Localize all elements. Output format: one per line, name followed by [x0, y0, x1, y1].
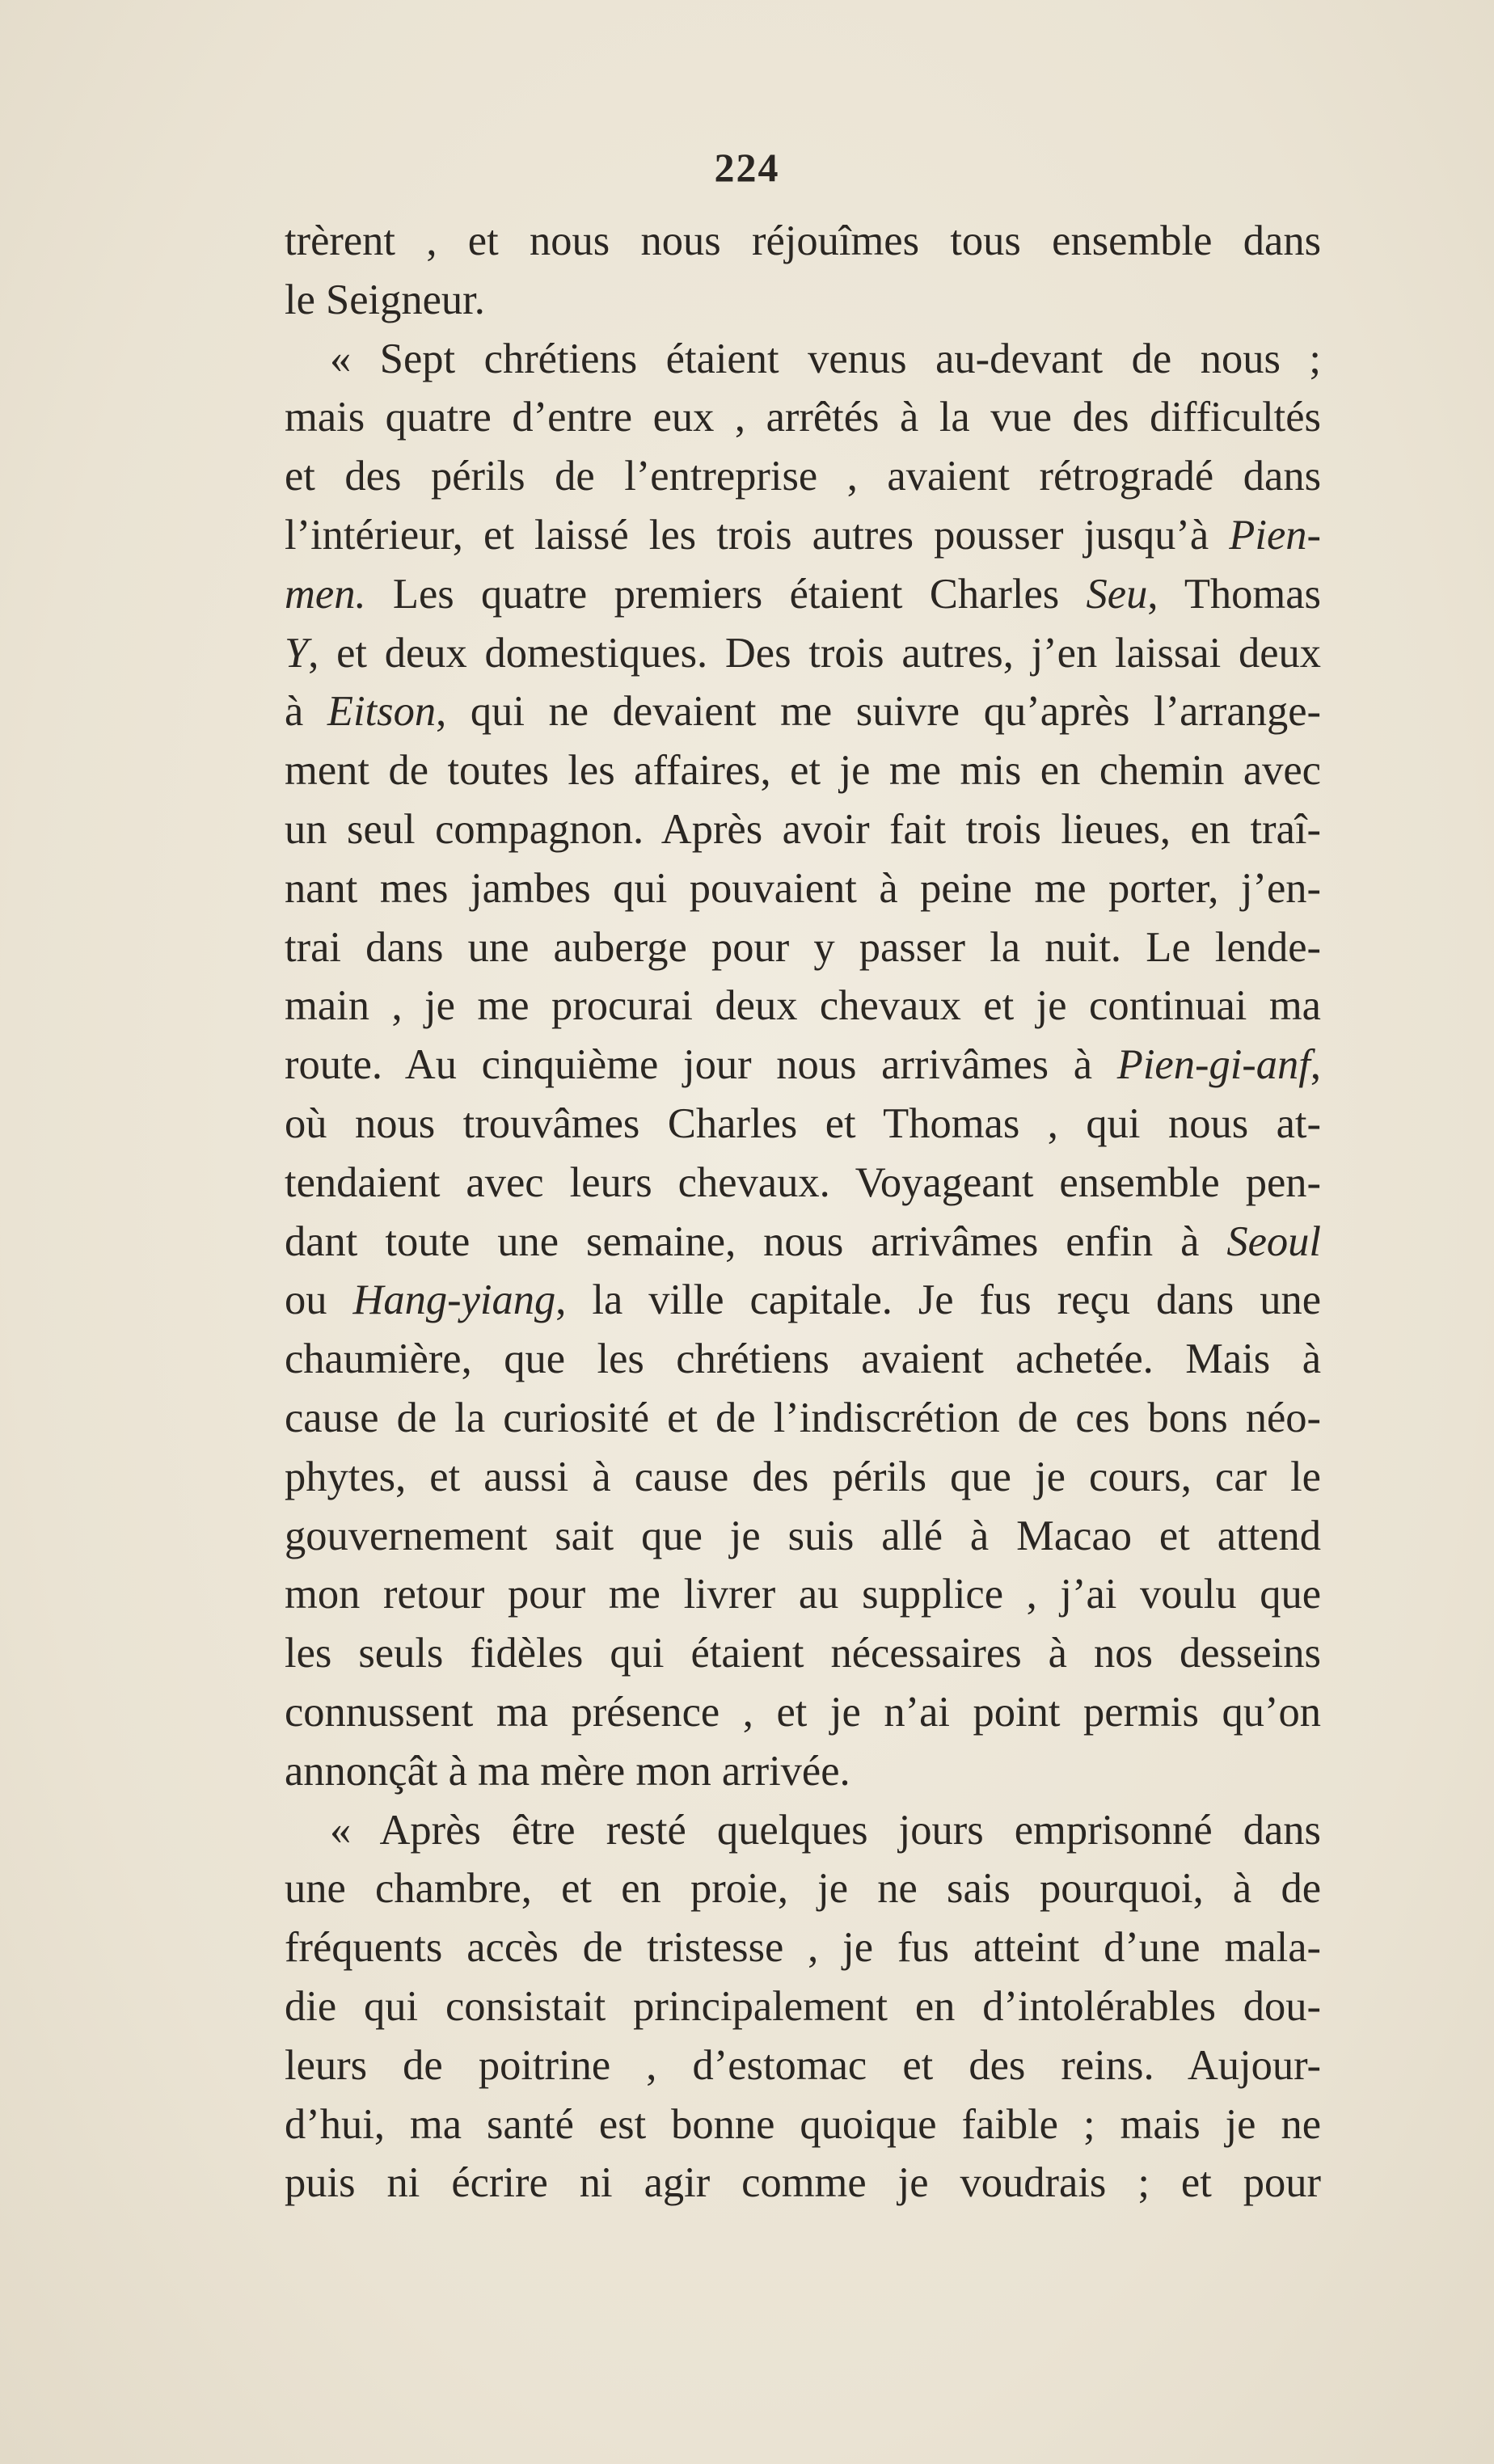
text-segment: tendaient avec leurs chevaux. Voyageant ensemble pen-: [285, 1158, 1321, 1206]
text-line: [285, 1154, 1321, 1213]
text-line: [285, 800, 1321, 859]
text-line: [285, 1448, 1321, 1507]
text-segment: connussent ma présence , et je n’ai point permis qu’on: [285, 1688, 1321, 1736]
italic-text: Pien-: [1229, 511, 1321, 559]
text-segment: chaumière, que les chrétiens avaient achetée. Mais à: [285, 1335, 1321, 1383]
text-segment: l’intérieur, et laissé les trois autres pousser jusqu’à: [285, 511, 1230, 559]
text-line: [285, 271, 1321, 330]
text-segment: d’hui, ma santé est bonne quoique faible ; mais je ne: [285, 2100, 1321, 2148]
text-line: [285, 506, 1321, 565]
text-segment: où nous trouvâmes Charles et Thomas , qui nous at-: [285, 1099, 1321, 1147]
text-line: [285, 859, 1321, 918]
text-segment: « Après être resté quelques jours emprisonné dans: [330, 1806, 1321, 1854]
text-segment: cause de la curiosité et de l’indiscrétion de ces bons néo-: [285, 1394, 1321, 1441]
italic-text: Seu: [1086, 570, 1148, 618]
text-line: [285, 2036, 1321, 2095]
text-segment: un seul compagnon. Après avoir fait trois lieues, en traî-: [285, 805, 1321, 853]
text-segment: mon retour pour me livrer au supplice , j’ai voulu que: [285, 1571, 1321, 1618]
text-segment: Les quatre premiers étaient Charles: [365, 570, 1087, 618]
text-segment: route. Au cinquième jour nous arrivâmes à: [285, 1041, 1117, 1089]
text-line: [285, 1801, 1321, 1860]
text-segment: ,: [1310, 1041, 1321, 1089]
text-line: [285, 1859, 1321, 1918]
text-segment: et des périls de l’entreprise , avaient rétrogradé dans: [285, 453, 1321, 500]
italic-text: Hang-yiang: [352, 1276, 556, 1324]
italic-text: Eitson: [327, 688, 437, 736]
text-segment: leurs de poitrine , d’estomac et des reins. Aujour-: [285, 2041, 1321, 2089]
italic-text: Seoul: [1226, 1217, 1321, 1265]
text-line: [285, 741, 1321, 800]
text-line: [285, 1213, 1321, 1272]
text-line: [285, 682, 1321, 741]
text-segment: ou: [285, 1276, 353, 1324]
text-segment: les seuls fidèles qui étaient nécessaires à nos desseins: [285, 1630, 1321, 1677]
text-line: [285, 1095, 1321, 1154]
text-line: [285, 447, 1321, 506]
text-segment: die qui consistait principalement en d’intolérables dou-: [285, 1982, 1321, 2030]
text-line: [285, 1271, 1321, 1330]
text-segment: mais quatre d’entre eux , arrêtés à la vue des difficultés: [285, 394, 1321, 441]
text-segment: trai dans une auberge pour y passer la nuit. Le lende-: [285, 923, 1321, 971]
text-line: [285, 918, 1321, 977]
text-segment: , la ville capitale. Je fus reçu dans une: [555, 1276, 1322, 1324]
text-line: [285, 1507, 1321, 1566]
italic-text: men.: [285, 570, 366, 618]
text-segment: trèrent , et nous nous réjouîmes tous ensemble dans: [285, 217, 1321, 264]
text-line: [285, 1918, 1321, 1977]
text-line: [285, 1036, 1321, 1095]
text-segment: nant mes jambes qui pouvaient à peine me porter, j’en-: [285, 864, 1321, 912]
italic-text: Y: [285, 629, 309, 677]
text-line: [285, 977, 1321, 1036]
italic-text: Pien-gi-anf: [1116, 1041, 1310, 1089]
text-line: [285, 330, 1321, 389]
page-number: 224: [714, 145, 780, 190]
text-line: [285, 1565, 1321, 1624]
text-segment: phytes, et aussi à cause des périls que je cours, car le: [285, 1453, 1321, 1500]
text-line: [285, 1389, 1321, 1448]
text-line: [285, 1742, 1321, 1801]
text-segment: dant toute une semaine, nous arrivâmes enfin à: [285, 1217, 1227, 1265]
text-line: [285, 212, 1321, 271]
body-text: [285, 212, 1321, 2213]
text-line: [285, 624, 1321, 683]
text-segment: une chambre, et en proie, je ne sais pourquoi, à de: [285, 1865, 1321, 1913]
text-line: [285, 2095, 1321, 2154]
text-line: [285, 565, 1321, 624]
text-segment: ment de toutes les affaires, et je me mis en chemin avec: [285, 747, 1321, 795]
text-line: [285, 1624, 1321, 1683]
text-segment: puis ni écrire ni agir comme je voudrais ; et pour: [285, 2159, 1321, 2207]
text-segment: annonçât à ma mère mon arrivée.: [285, 1747, 850, 1795]
text-segment: , et deux domestiques. Des trois autres, j’en laissai deux: [308, 629, 1321, 677]
text-line: [285, 1683, 1321, 1742]
text-segment: , qui ne devaient me suivre qu’après l’arrange-: [436, 688, 1321, 736]
text-segment: à: [285, 688, 327, 736]
text-segment: , Thomas: [1147, 570, 1321, 618]
text-segment: fréquents accès de tristesse , je fus atteint d’une mala-: [285, 1924, 1321, 1972]
text-line: [285, 1977, 1321, 2036]
text-line: [285, 2154, 1321, 2213]
text-segment: le Seigneur.: [285, 276, 485, 323]
text-line: [285, 1330, 1321, 1389]
text-line: [285, 388, 1321, 447]
text-segment: main , je me procurai deux chevaux et je continuai ma: [285, 982, 1321, 1030]
text-segment: « Sept chrétiens étaient venus au-devant de nous ;: [330, 335, 1321, 382]
text-segment: gouvernement sait que je suis allé à Macao et attend: [285, 1512, 1321, 1559]
